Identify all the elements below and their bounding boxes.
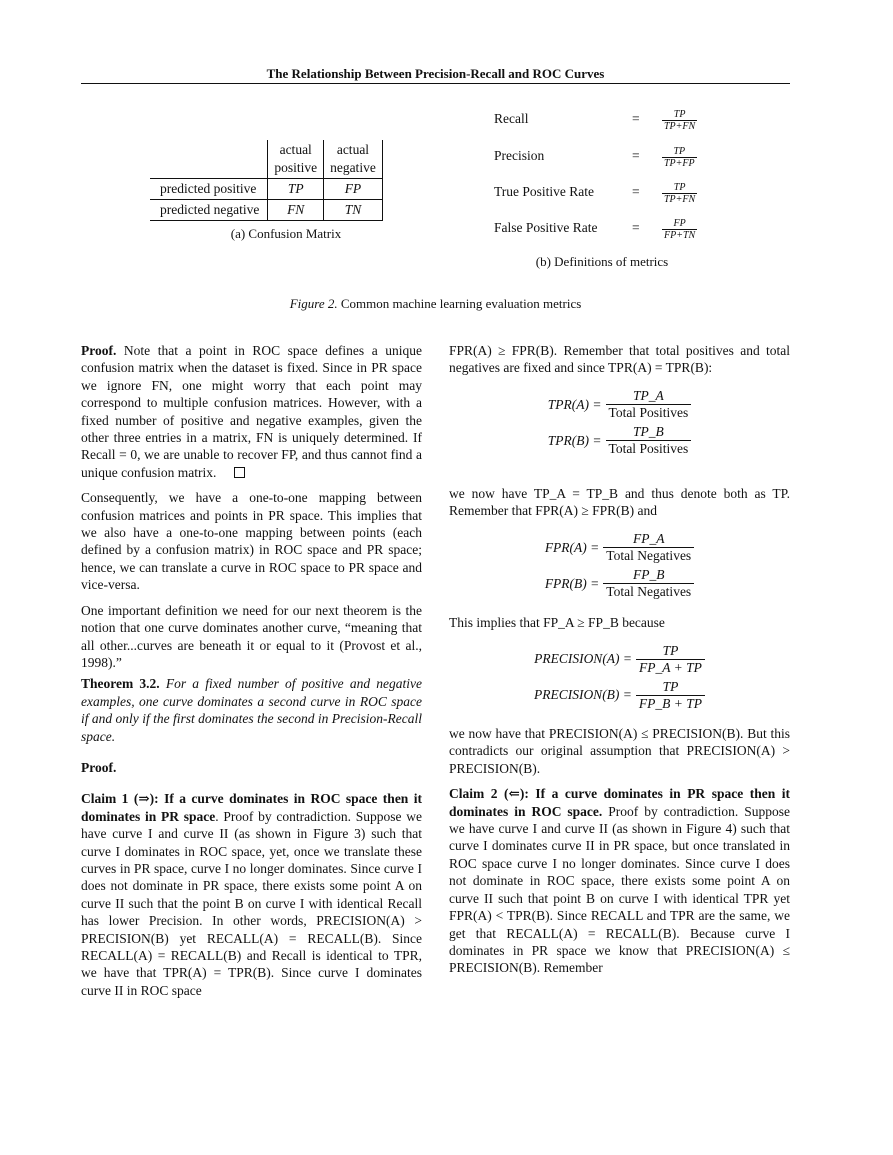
metric-equals: = — [632, 111, 640, 126]
equation-numerator: TP_B — [632, 424, 664, 440]
metric-name: True Positive Rate — [494, 184, 595, 199]
cm-cell: TN — [324, 200, 383, 221]
metrics-caption: (b) Definitions of metrics — [535, 254, 669, 269]
metric-name: Precision — [494, 148, 545, 163]
paragraph: we now have that PRECISION(A) ≤ PRECISION(B). But this contradicts our original assumption that PRECISION(A) > PRECISION(B). — [449, 726, 790, 776]
equation-lhs: TPR(B) = — [547, 433, 602, 449]
equation-block-fpr — [449, 530, 790, 602]
cm-cell: FP — [324, 179, 383, 200]
metric-equals: = — [632, 184, 640, 199]
cm-row — [150, 200, 382, 221]
confusion-matrix-caption: (a) Confusion Matrix — [230, 226, 342, 241]
equation-numerator: TP — [662, 642, 679, 658]
metric-numerator: TP — [673, 146, 686, 157]
paragraph: we now have TP_A = TP_B and thus denote both as TP. Remember that FPR(A) ≥ FPR(B) and — [449, 485, 790, 519]
theorem-label: Theorem 3.2. — [81, 676, 160, 692]
equation-row — [449, 677, 790, 713]
metric-equals: = — [632, 220, 640, 235]
figure-caption-text: Common machine learning evaluation metrics — [340, 296, 582, 311]
cm-row-label: predicted positive — [150, 179, 268, 200]
claim2-paragraph — [449, 785, 790, 976]
qed-square-icon — [234, 467, 245, 478]
cm-col-header-text: positive — [274, 160, 318, 175]
metric-denominator: TP+FP — [664, 158, 695, 169]
figure-caption-label: Figure 2. — [289, 296, 338, 311]
cm-row-label: predicted negative — [150, 200, 268, 221]
proof2-heading — [81, 759, 422, 776]
cm-col-header-text: negative — [330, 160, 376, 175]
paragraph: This implies that FP_A ≥ FP_B because — [449, 614, 665, 630]
metric-equals: = — [632, 148, 640, 163]
equation-denominator: Total Positives — [606, 404, 692, 421]
equation-block-tpr — [449, 387, 790, 459]
equation-numerator: FP_B — [632, 567, 665, 583]
proof-label: Proof. — [81, 343, 117, 358]
claim1-paragraph — [81, 790, 422, 999]
equation-row — [449, 530, 790, 566]
metric-denominator: FP+TN — [664, 230, 696, 241]
metric-numerator: TP — [673, 109, 686, 120]
running-title: The Relationship Between Precision-Recall and ROC Curves — [266, 66, 605, 81]
equation-block-precision — [449, 641, 790, 713]
cm-cell: TP — [268, 179, 324, 200]
cm-col-header-text: actual — [279, 142, 312, 157]
proof2-label: Proof. — [81, 759, 117, 775]
paragraph: Consequently, we have a one-to-one mapping between confusion matrices and points in PR space. This implies that we also have a one-to-one mapping between points (each defined by a confusion matrix) in ROC space and PR space; hence, we can translate a curve in ROC space to PR space and vice-versa. — [81, 490, 422, 593]
header-rule — [81, 83, 790, 84]
equation-row — [449, 423, 790, 459]
figure-caption — [81, 296, 790, 312]
equation-lhs: PRECISION(A) = — [534, 651, 633, 667]
equation-row — [449, 387, 790, 423]
confusion-matrix-table — [150, 140, 383, 221]
metric-fraction — [662, 146, 697, 169]
paragraph: One important definition we need for our next theorem is the notion that one curve dominates another curve, “meaning that all other...curves are beneath it or equal to it (Provost et al., 1998).” — [81, 602, 422, 670]
metric-numerator: FP — [673, 218, 686, 229]
right-column — [449, 342, 790, 985]
metric-fraction — [662, 218, 697, 241]
equation-denominator: Total Negatives — [603, 547, 694, 564]
equation-denominator: FP_B + TP — [636, 695, 705, 712]
claim2-label: Claim 2 (⇐): If a curve dominates in PR space then it dominates in ROC space. — [449, 786, 790, 819]
cm-row — [150, 179, 382, 200]
proof-paragraph — [81, 342, 422, 481]
equation-denominator: Total Negatives — [603, 583, 694, 600]
equation-numerator: TP_A — [632, 388, 664, 404]
equation-row — [449, 566, 790, 602]
metric-denominator: TP+FN — [664, 121, 696, 132]
equation-lhs: FPR(A) = — [544, 539, 600, 555]
equation-numerator: TP — [662, 678, 679, 694]
metric-denominator: TP+FN — [664, 194, 696, 205]
metric-fraction — [662, 109, 697, 132]
metric-name: Recall — [494, 111, 529, 126]
metric-numerator: TP — [673, 182, 686, 193]
equation-lhs: TPR(A) = — [547, 397, 602, 413]
cm-cell: FN — [268, 200, 324, 221]
cm-col-header-negative — [324, 140, 383, 179]
equation-row — [449, 641, 790, 677]
metric-name: False Positive Rate — [494, 220, 598, 235]
cm-col-header-positive — [268, 140, 324, 179]
equation-denominator: FP_A + TP — [636, 659, 705, 676]
cm-header-row — [150, 140, 382, 179]
theorem — [81, 675, 422, 745]
left-column — [81, 342, 422, 1007]
equation-numerator: FP_A — [632, 531, 665, 547]
cm-corner — [150, 140, 268, 179]
claim1-text: . Proof by contradiction. Suppose we have curve I and curve II (as shown in Figure 3) such that curve I dominates in ROC space, yet, once we translate these curves in PR space, curve I no longer dominates. Since curve I does not dominate in PR space, there exists some point A on curve II such that the point B on curve I with identical Recall has lower Precision. In other words, PRECISION(A) > PRECISION(B) yet RECALL(A) = RECALL(B). Since RECALL(A) = RECALL(B) and Recall is identical to TPR, we have that TPR(A) = TPR(B). Since curve I dominates curve II in ROC space — [81, 808, 422, 998]
claim2-text: Proof by contradiction. Suppose we have curve I and curve II (as shown in Figure 4) such that curve I dominates curve II in PR space, but once translated in ROC space curve I no longer dominates. Since curve I does not dominate in ROC space, there exists some point A on curve II such that point B on curve I with identical TPR yet FPR(A) < TPR(B). Since RECALL and TPR are the same, we get that RECALL(A) = RECALL(B). Because curve I dominates in PR space we know that PRECISION(A) ≤ PRECISION(B). Remember — [449, 803, 790, 976]
metric-fraction — [662, 182, 697, 205]
equation-lhs: PRECISION(B) = — [533, 687, 632, 703]
theorem-text: For a fixed number of positive and negative examples, one curve dominates a second curve in ROC space if and only if the first dominates the second in Precision-Recall space. — [81, 676, 422, 744]
claim1-label: Claim 1 (⇒): If a curve dominates in ROC space then it dominates in PR space — [81, 791, 422, 824]
cm-col-header-text: actual — [336, 142, 370, 157]
equation-lhs: FPR(B) = — [544, 575, 600, 591]
proof-text: Note that a point in ROC space defines a unique confusion matrix when the dataset is fixed. Since in PR space we ignore FN, one might worry that each point may correspond to multiple confusion matrices. However, with a fixed number of positive and negative examples, given the other three entries in a matrix, FN is uniquely determined. If Recall = 0, we are unable to recover FP, and thus cannot find a unique confusion matrix. — [81, 343, 423, 480]
paragraph: FPR(A) ≥ FPR(B). Remember that total positives and total negatives are fixed and since TPR(A) = TPR(B): — [449, 343, 790, 376]
equation-denominator: Total Positives — [606, 440, 692, 457]
